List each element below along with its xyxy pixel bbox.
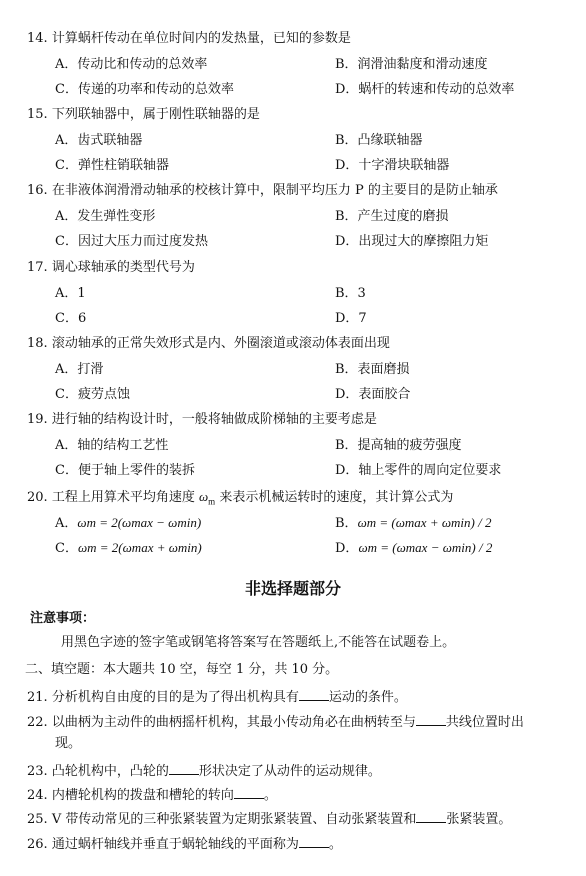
formula-a: ωm = 2(ωmax − ωmin): [77, 515, 202, 530]
option-d: D．十字滑块联轴器: [335, 158, 450, 173]
question-15: [27, 107, 260, 123]
omega-symbol: $\omega_m$: [198, 489, 216, 507]
option-c: C．ωm = 2(ωmax + ωmin): [55, 540, 202, 556]
fill-question-22: 22. 以曲柄为主动件的曲柄摇杆机构，其最小传动角必在曲柄转至与 共线位置时出: [27, 715, 524, 730]
question-number: 16.: [27, 183, 48, 198]
question-number: 17.: [27, 260, 48, 275]
option-d: D．ωm = (ωmax − ωmin) / 2: [335, 540, 493, 556]
answer-blank: [299, 835, 329, 848]
option-b: B．润滑油黏度和滑动速度: [335, 57, 488, 72]
option-d: D．蜗杆的转速和传动的总效率: [335, 82, 515, 97]
question-18: [27, 336, 390, 352]
question-14: [27, 31, 351, 47]
option-b: B．ωm = (ωmax + ωmin) / 2: [335, 515, 492, 531]
fill-question-21: 21. 分析机构自由度的目的是为了得出机构具有 运动的条件。: [27, 690, 407, 705]
option-d: D．7: [335, 311, 367, 326]
option-a: A．发生弹性变形: [55, 209, 156, 224]
question-20: [27, 489, 453, 510]
question-number: 14.: [27, 31, 48, 46]
question-stem: 在非液体润滑滑动轴承的校核计算中，限制平均压力 P 的主要目的是防止轴承: [51, 183, 498, 198]
section-title: 非选择题部分: [244, 579, 341, 598]
question-stem: 滚动轴承的正常失效形式是内、外圈滚道或滚动体表面出现: [51, 336, 390, 351]
question-stem: 计算蜗杆传动在单位时间内的发热量，已知的参数是: [51, 31, 351, 46]
formula-d: ωm = (ωmax − ωmin) / 2: [358, 540, 493, 555]
question-17: [27, 260, 195, 276]
fill-question-25: 25. V 带传动常见的三种张紧装置为定期张紧装置、自动张紧装置和 张紧装置。: [27, 812, 512, 827]
option-d: D．表面胶合: [335, 387, 411, 402]
fill-question-26: 26. 通过蜗杆轴线并垂直于蜗轮轴线的平面称为 。: [27, 837, 342, 852]
option-d: D．轴上零件的周向定位要求: [335, 463, 502, 478]
formula-b: ωm = (ωmax + ωmin) / 2: [357, 515, 492, 530]
question-stem: 下列联轴器中，属于刚性联轴器的是: [51, 107, 260, 122]
option-c: C．因过大压力而过度发热: [55, 234, 208, 249]
option-a: A．轴的结构工艺性: [55, 438, 169, 453]
fill-question-23: 23. 凸轮机构中，凸轮的 形状决定了从动件的运动规律。: [27, 764, 381, 779]
option-b: B．表面磨损: [335, 362, 410, 377]
question-stem: 工程上用算术平均角速度: [51, 490, 195, 505]
question-stem: 进行轴的结构设计时，一般将轴做成阶梯轴的主要考虑是: [51, 412, 377, 427]
notice-text: 用黑色字迹的签字笔或钢笔将答案写在答题纸上,不能答在试题卷上。: [61, 635, 456, 650]
notice-title: 注意事项：: [30, 611, 96, 626]
question-number: 18.: [27, 336, 48, 351]
option-a: A．1: [55, 286, 86, 301]
answer-blank: [416, 713, 446, 726]
question-stem-end: 来表示机械运转时的速度，其计算公式为: [219, 490, 454, 505]
question-number: 15.: [27, 107, 48, 122]
answer-blank: [169, 762, 199, 775]
question-number: 20.: [27, 490, 48, 505]
option-b: B．产生过度的磨损: [335, 209, 449, 224]
option-d: D．出现过大的摩擦阻力矩: [335, 234, 489, 249]
option-a: A．打滑: [55, 362, 104, 377]
answer-blank: [234, 786, 264, 799]
question-stem: 调心球轴承的类型代号为: [51, 260, 195, 275]
option-a: A．ωm = 2(ωmax − ωmin): [55, 515, 202, 531]
option-b: B．凸缘联轴器: [335, 133, 423, 148]
answer-blank: [299, 688, 329, 701]
option-c: C．疲劳点蚀: [55, 387, 130, 402]
question-number: 19.: [27, 412, 48, 427]
option-c: C．6: [55, 311, 87, 326]
question-16: [27, 183, 498, 199]
formula-c: ωm = 2(ωmax + ωmin): [77, 540, 202, 555]
option-b: B．3: [335, 286, 366, 301]
option-a: A．传动比和传动的总效率: [55, 57, 208, 72]
fill-question-22-cont: 现。: [55, 736, 82, 751]
part2-heading: 二、填空题：本大题共 10 空，每空 1 分，共 10 分。: [25, 662, 339, 677]
option-a: A．齿式联轴器: [55, 133, 143, 148]
option-c: C．便于轴上零件的装拆: [55, 463, 195, 478]
fill-question-24: 24. 内槽轮机构的拨盘和槽轮的转向 。: [27, 788, 277, 803]
answer-blank: [416, 810, 446, 823]
question-19: [27, 412, 377, 428]
option-b: B．提高轴的疲劳强度: [335, 438, 462, 453]
option-c: C．弹性柱销联轴器: [55, 158, 169, 173]
option-c: C．传递的功率和传动的总效率: [55, 82, 234, 97]
